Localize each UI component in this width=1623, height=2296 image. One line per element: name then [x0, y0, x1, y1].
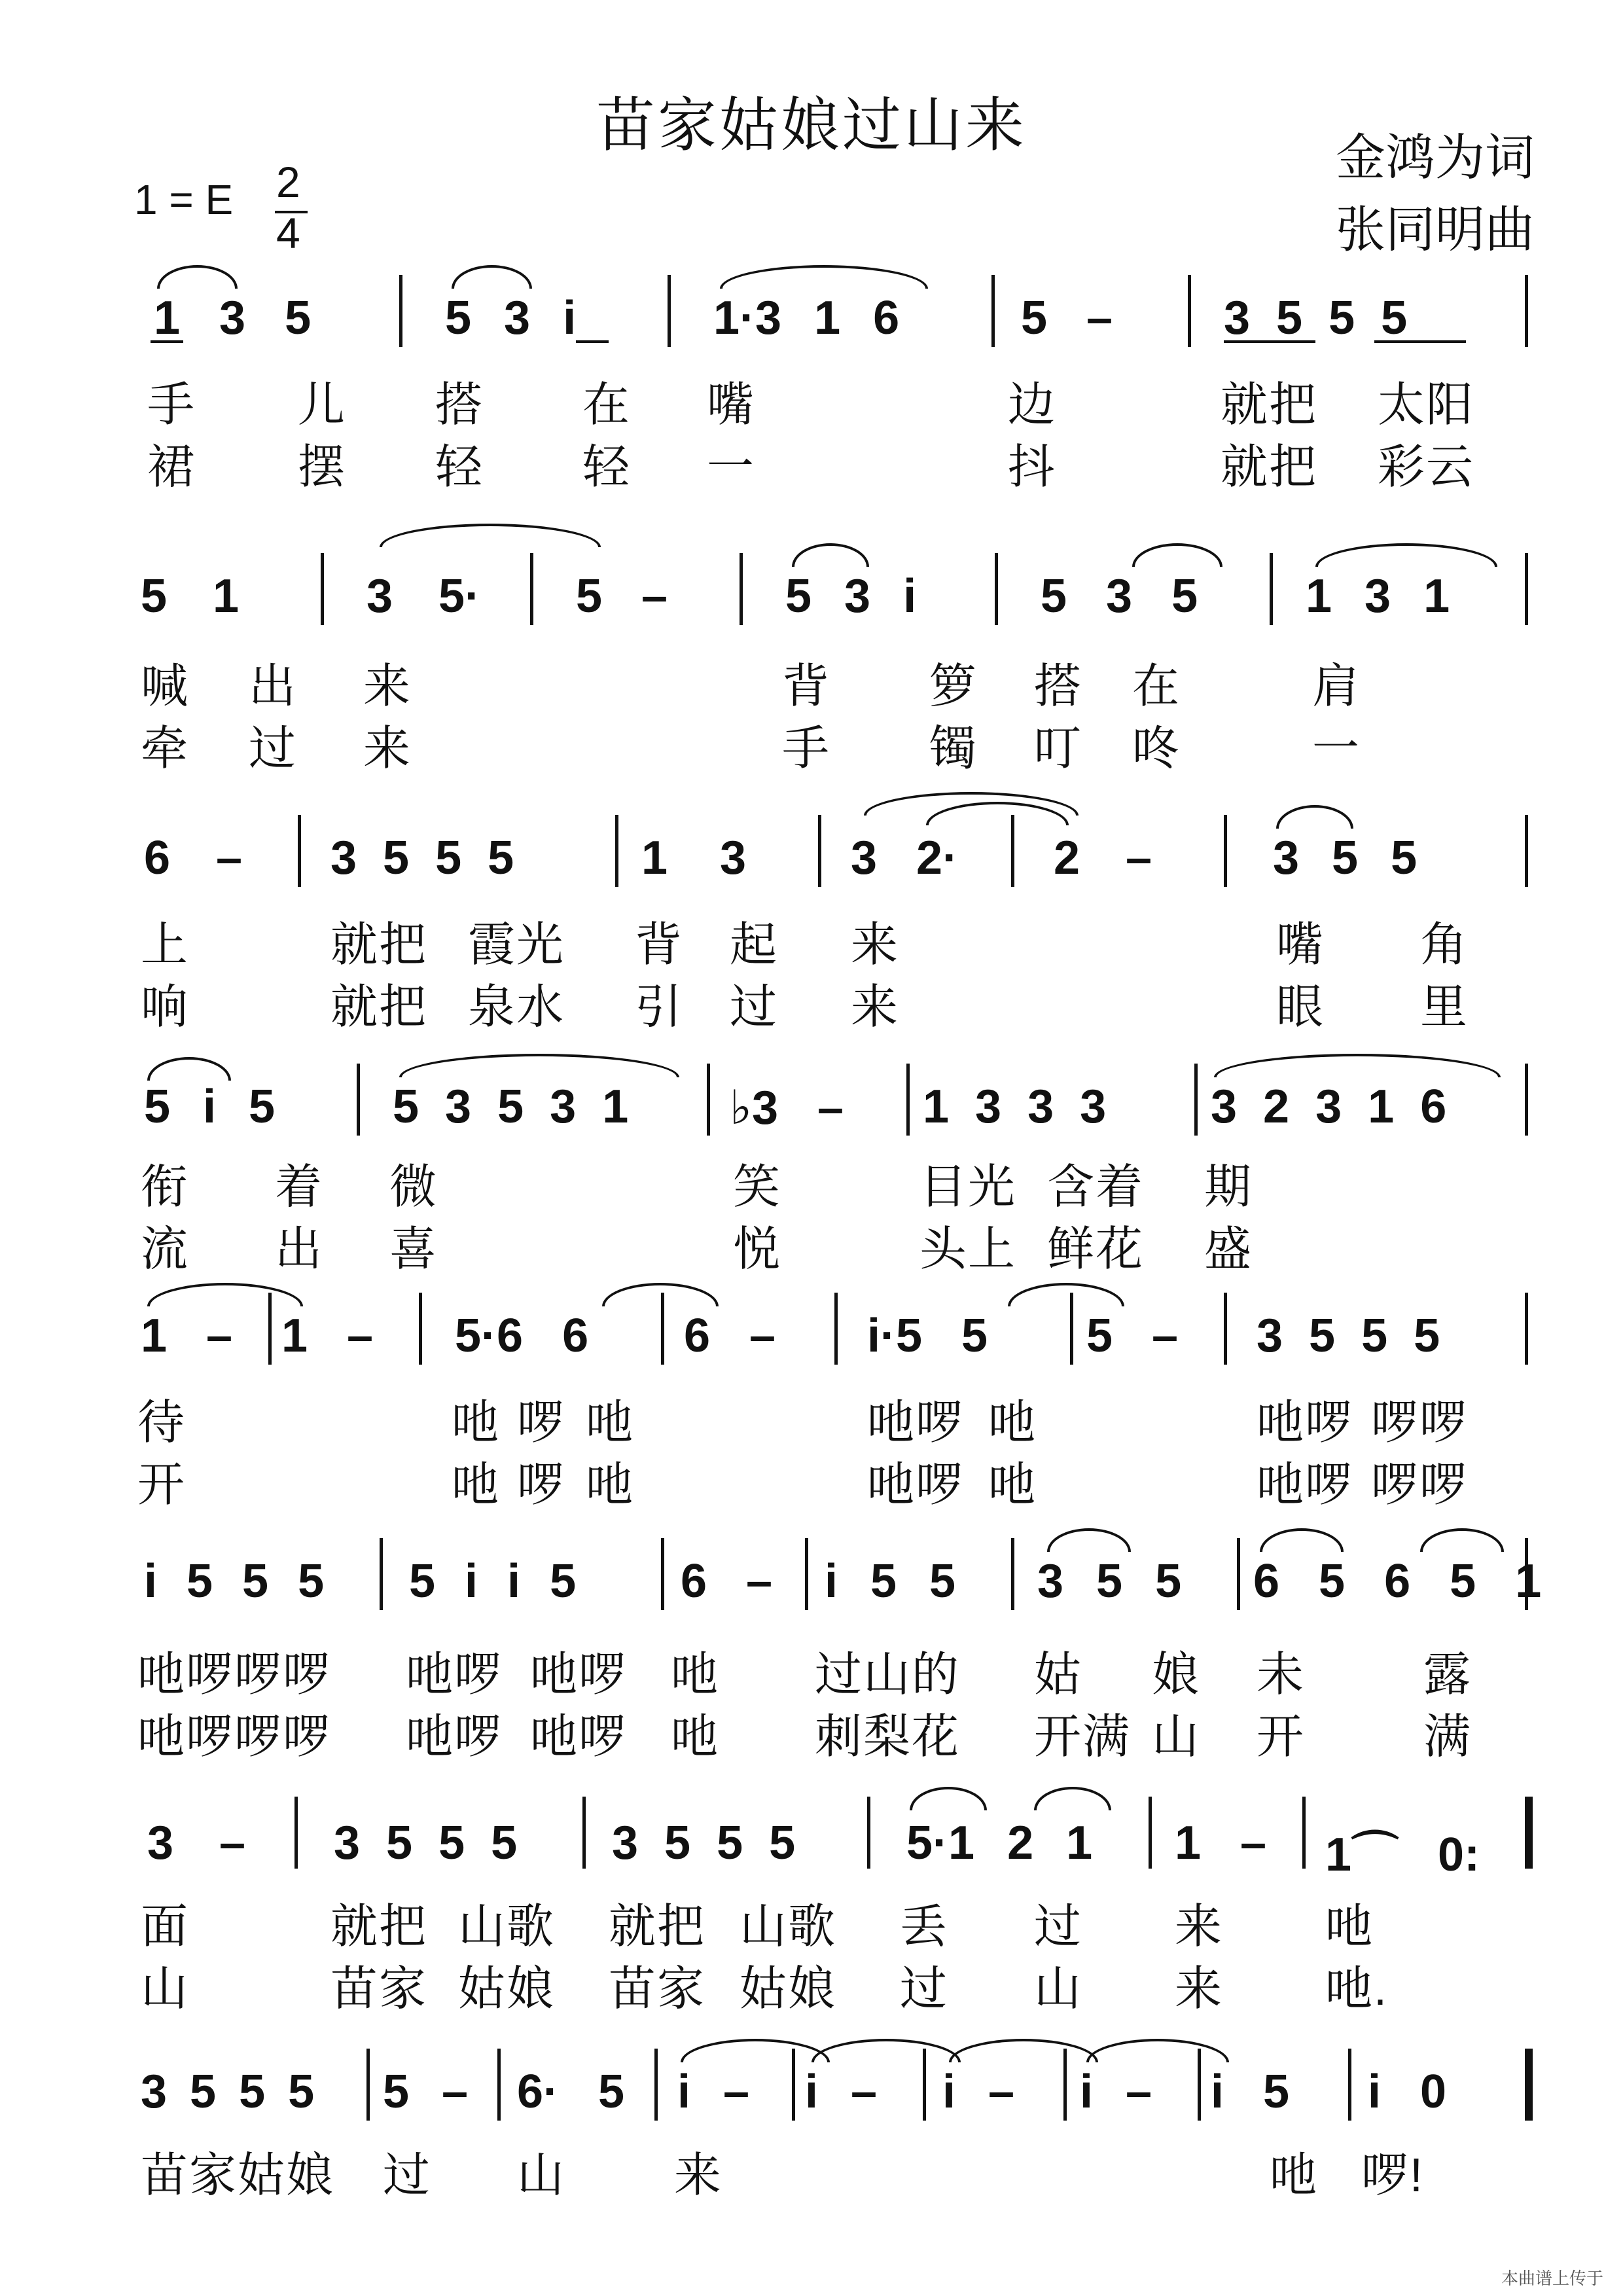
barline: [1224, 1293, 1227, 1365]
underline: [1224, 340, 1315, 343]
lyric: 待: [137, 1397, 187, 1449]
measure: 1 3 3 3: [923, 1081, 1107, 1133]
lyric: 未: [1257, 1649, 1306, 1701]
measure: 6· 5: [517, 2066, 625, 2118]
measure: 3 5 5 5: [330, 832, 514, 884]
barline: [1011, 815, 1014, 887]
lyric: 一: [707, 441, 756, 493]
measure: 1 3 5: [154, 292, 312, 344]
lyric: 手: [147, 379, 196, 431]
lyric: 吔啰: [867, 1397, 965, 1449]
lyric: 泉水: [468, 981, 565, 1033]
lyric: 吔: [586, 1397, 635, 1449]
slur: [1132, 543, 1222, 567]
lyric: 吔啰: [867, 1459, 965, 1511]
lyric: 喊: [141, 660, 190, 713]
lyric: 过: [730, 981, 779, 1033]
lyric: 开满: [1034, 1711, 1132, 1763]
measure: i –: [1080, 2066, 1152, 2118]
measure: 5 3 5: [1041, 570, 1198, 622]
measure: 6 –: [144, 832, 243, 884]
lyric: 姑娘: [458, 1963, 556, 2015]
slur: [380, 524, 601, 547]
lyric: 笑: [733, 1161, 782, 1213]
lyric: 彩云: [1378, 441, 1475, 493]
barline: [1348, 2049, 1351, 2121]
measure: 5 1: [141, 570, 240, 622]
measure: 3 5 5 5: [1257, 1310, 1440, 1362]
lyric: 山: [141, 1963, 190, 2015]
measure: 5 i i 5: [409, 1555, 577, 1607]
barline: [1237, 1538, 1240, 1610]
lyric: 太阳: [1378, 379, 1475, 431]
measure: i –: [677, 2066, 750, 2118]
lyric: 轻: [435, 441, 484, 493]
lyric: 过: [383, 2149, 432, 2202]
key-signature: 1 = E: [134, 176, 234, 223]
lyric: 山歌: [740, 1901, 837, 1953]
lyric: 山: [517, 2149, 566, 2202]
barline: [995, 553, 998, 625]
barline: [615, 815, 618, 887]
composer-credit: 张同明曲: [1336, 202, 1535, 258]
lyric: 娘: [1152, 1649, 1201, 1701]
lyric: 摆: [298, 441, 347, 493]
slur: [1420, 1528, 1504, 1552]
lyric: 来: [363, 660, 412, 713]
measure: 1⌒ 0:: [1325, 1829, 1480, 1881]
lyric: 出: [275, 1223, 324, 1276]
measure: 5 –: [1086, 1310, 1179, 1362]
slur: [157, 265, 238, 289]
lyric: 开: [137, 1459, 187, 1511]
barline: [1302, 1797, 1306, 1869]
barline: [1525, 815, 1528, 887]
measure: 3 5 5 5: [612, 1817, 796, 1869]
measure: 2 –: [1054, 832, 1152, 884]
lyric: 箩: [929, 660, 978, 713]
slur: [1034, 1787, 1111, 1810]
measure: 1 –: [1175, 1817, 1267, 1869]
lyric: 嘴: [707, 379, 756, 431]
slur: [1214, 1054, 1501, 1077]
lyric: 出: [249, 660, 298, 713]
lyric: 就把: [1221, 441, 1318, 493]
lyric: 来: [851, 919, 900, 971]
lyric: 裙: [147, 441, 196, 493]
slur: [910, 1787, 987, 1810]
lyric: 喜: [389, 1223, 438, 1276]
lyric: 刺梨花: [815, 1711, 961, 1763]
measure: 1·3 1 6: [713, 292, 900, 344]
measure: i·5 5: [867, 1310, 988, 1362]
measure: i 5 5 5: [144, 1555, 325, 1607]
barline: [1525, 1064, 1528, 1136]
lyric: 含着: [1047, 1161, 1145, 1213]
barline: [1224, 815, 1227, 887]
slur: [949, 2039, 1098, 2062]
lyric: 角: [1420, 919, 1469, 971]
slur: [147, 1057, 231, 1081]
lyric: 吔: [988, 1397, 1037, 1449]
measure: 3 5 5: [1273, 832, 1418, 884]
barline: [1011, 1538, 1014, 1610]
lyric: 丢: [900, 1901, 949, 1953]
lyric: 搭: [435, 379, 484, 431]
measure: 5·1 2 1: [906, 1817, 1093, 1869]
underline: [576, 340, 609, 343]
measure: i 0: [1368, 2066, 1447, 2118]
barline: [399, 275, 402, 347]
time-sig-top: 2: [276, 158, 300, 206]
slur: [681, 2039, 830, 2062]
measure: 3 5 5 5: [141, 2066, 315, 2118]
lyric: 响: [141, 981, 190, 1033]
lyric: 悦: [733, 1223, 782, 1276]
barline: [991, 275, 995, 347]
lyric: 衔: [141, 1161, 190, 1213]
measure: 6 –: [684, 1310, 776, 1362]
barline: [707, 1064, 710, 1136]
lyric: 山: [1152, 1711, 1201, 1763]
barline: [1270, 553, 1273, 625]
lyric: 微: [389, 1161, 438, 1213]
lyric: 眼: [1276, 981, 1325, 1033]
lyric: 来: [1175, 1901, 1224, 1953]
lyric: 满: [1423, 1711, 1472, 1763]
measure: 5 i 5: [144, 1081, 276, 1133]
lyric: 吔啰啰啰: [137, 1649, 332, 1701]
lyric: 过: [1034, 1901, 1083, 1953]
measure: 3 5 5 5: [334, 1817, 518, 1869]
lyric: 过山的: [815, 1649, 961, 1701]
lyric: 流: [141, 1223, 190, 1276]
lyric: 吔: [452, 1397, 501, 1449]
measure: 6 –: [681, 1555, 773, 1607]
barline: [366, 2049, 370, 2121]
lyric: 叮: [1034, 723, 1083, 775]
lyric: 啰: [517, 1397, 566, 1449]
lyric: 鲜花: [1047, 1223, 1145, 1276]
measure: 5·6 6: [455, 1310, 589, 1362]
measure: i 5: [1211, 2066, 1290, 2118]
underline: [151, 340, 183, 343]
measure: 1 3 1: [1306, 570, 1450, 622]
barline: [818, 815, 821, 887]
lyric: 搭: [1034, 660, 1083, 713]
measure: 1 –: [281, 1310, 374, 1362]
lyric: 吔啰: [530, 1649, 628, 1701]
lyric: 上: [141, 919, 190, 971]
lyric: 吔: [988, 1459, 1037, 1511]
barline: [805, 1538, 808, 1610]
barline: [740, 553, 743, 625]
measure: 5 3 5 3 1: [393, 1081, 629, 1133]
lyric: 来: [851, 981, 900, 1033]
barline: [298, 815, 301, 887]
slur: [1276, 805, 1353, 829]
barline: [357, 1064, 360, 1136]
barline: [321, 553, 324, 625]
measure: 5 –: [1021, 292, 1113, 344]
measure: 5 –: [576, 570, 668, 622]
slur: [147, 1283, 303, 1306]
slur: [602, 1283, 719, 1306]
lyric: 目光: [919, 1161, 1017, 1213]
measure: 3 5·: [366, 570, 481, 622]
lyric: 起: [730, 919, 779, 971]
lyric: 儿: [298, 379, 347, 431]
lyric: 过: [900, 1963, 949, 2015]
lyric: 啰啰: [1371, 1397, 1469, 1449]
lyric: 吔: [1270, 2149, 1319, 2202]
lyric: 啰: [517, 1459, 566, 1511]
time-sig-bottom: 4: [276, 209, 300, 257]
slur: [1008, 1283, 1124, 1306]
barline: [530, 553, 533, 625]
lyric: 苗家: [609, 1963, 706, 2015]
lyric: 头上: [919, 1223, 1017, 1276]
barline: [1525, 275, 1528, 347]
barline: [582, 1797, 586, 1869]
lyric: 引: [635, 981, 684, 1033]
barline: [419, 1293, 422, 1365]
barline: [1525, 1538, 1528, 1610]
repeat-barline: [1525, 1797, 1533, 1869]
lyric: 镯: [929, 723, 978, 775]
measure: i –: [942, 2066, 1015, 2118]
lyric: 一: [1312, 723, 1361, 775]
lyric: 咚: [1132, 723, 1181, 775]
lyric: 山歌: [458, 1901, 556, 1953]
lyric: 在: [1132, 660, 1181, 713]
barline: [1194, 1064, 1198, 1136]
slur: [1260, 1528, 1344, 1552]
lyric: 盛: [1204, 1223, 1253, 1276]
barline: [834, 1293, 838, 1365]
lyric: 就把: [1221, 379, 1318, 431]
slur: [1086, 2039, 1229, 2062]
lyric: 吔啰: [406, 1649, 503, 1701]
slur: [1047, 1528, 1131, 1552]
barline: [1188, 275, 1191, 347]
lyric: 霞光: [468, 919, 565, 971]
slur: [720, 265, 928, 289]
lyric: 抖: [1008, 441, 1057, 493]
barline: [654, 2049, 658, 2121]
upload-watermark: 本曲谱上传于: [1501, 2269, 1603, 2288]
barline: [1525, 1293, 1528, 1365]
lyric: 来: [674, 2149, 723, 2202]
lyric: 啰!: [1361, 2149, 1425, 2202]
barline: [661, 1538, 664, 1610]
measure: 5 3 i: [785, 570, 917, 622]
barline: [867, 1797, 870, 1869]
lyric: 手: [782, 723, 831, 775]
measure: 3 2 3 1 6: [1211, 1081, 1447, 1133]
measure: 5 3 i: [445, 292, 577, 344]
lyric: 姑娘: [740, 1963, 837, 2015]
lyric: 吔: [452, 1459, 501, 1511]
barline: [906, 1064, 910, 1136]
measure: i 5 5: [825, 1555, 956, 1607]
lyric: 吔啰: [406, 1711, 503, 1763]
measure: 3 5 5 5: [1224, 292, 1408, 344]
underline: [1374, 340, 1466, 343]
slur: [399, 1054, 679, 1077]
lyric: 过: [249, 723, 298, 775]
measure: ♭3 –: [730, 1082, 844, 1134]
lyric: 期: [1204, 1161, 1253, 1213]
lyric: 来: [363, 723, 412, 775]
lyric: 着: [275, 1161, 324, 1213]
lyric: 肩: [1312, 660, 1361, 713]
lyric: 吔啰: [1257, 1459, 1354, 1511]
lyric: 苗家: [330, 1963, 428, 2015]
lyric: 吔啰: [1257, 1397, 1354, 1449]
lyric: 吔: [586, 1459, 635, 1511]
lyric: 背: [782, 660, 831, 713]
final-barline: [1525, 2049, 1533, 2121]
barline: [497, 2049, 501, 2121]
slur: [812, 2039, 961, 2062]
lyric: 就把: [330, 981, 428, 1033]
lyric: 吔: [671, 1649, 720, 1701]
lyric: 里: [1420, 981, 1469, 1033]
lyric: 姑: [1034, 1649, 1083, 1701]
lyric: 背: [635, 919, 684, 971]
lyric: 牵: [141, 723, 190, 775]
lyric: 就把: [609, 1901, 706, 1953]
lyric: 来: [1175, 1963, 1224, 2015]
lyric: 吔啰啰啰: [137, 1711, 332, 1763]
slur: [1315, 543, 1497, 567]
lyric: 露: [1423, 1649, 1472, 1701]
lyric: 在: [582, 379, 632, 431]
lyric: 开: [1257, 1711, 1306, 1763]
lyric: 边: [1008, 379, 1057, 431]
measure: i –: [805, 2066, 878, 2118]
barline: [1525, 553, 1528, 625]
measure: 3 5 5: [1037, 1555, 1182, 1607]
lyric: 面: [141, 1901, 190, 1953]
slur: [792, 543, 869, 567]
lyric: 吔啰: [530, 1711, 628, 1763]
lyric: 吔.: [1325, 1963, 1389, 2015]
song-title: 苗家姑娘过山来: [596, 93, 1027, 158]
lyric: 就把: [330, 1901, 428, 1953]
lyric: 山: [1034, 1963, 1083, 2015]
measure: 6 5 6 5 1: [1253, 1555, 1542, 1607]
lyric: 嘴: [1276, 919, 1325, 971]
lyric: 吔: [671, 1711, 720, 1763]
measure: 3 –: [147, 1817, 246, 1869]
lyric: 就把: [330, 919, 428, 971]
measure: 1 –: [141, 1310, 233, 1362]
barline: [380, 1538, 383, 1610]
measure: 3 2·: [851, 832, 959, 884]
lyricist-credit: 金鸿为词: [1336, 130, 1535, 186]
lyric: 苗家姑娘: [141, 2149, 335, 2202]
measure: 1 3: [641, 832, 747, 884]
slur: [452, 265, 532, 289]
lyric: 吔: [1325, 1901, 1374, 1953]
measure: 5 –: [383, 2066, 469, 2118]
lyric: 啰啰: [1371, 1459, 1469, 1511]
lyric: 轻: [582, 441, 632, 493]
barline: [294, 1797, 298, 1869]
barline: [668, 275, 671, 347]
barline: [1149, 1797, 1152, 1869]
